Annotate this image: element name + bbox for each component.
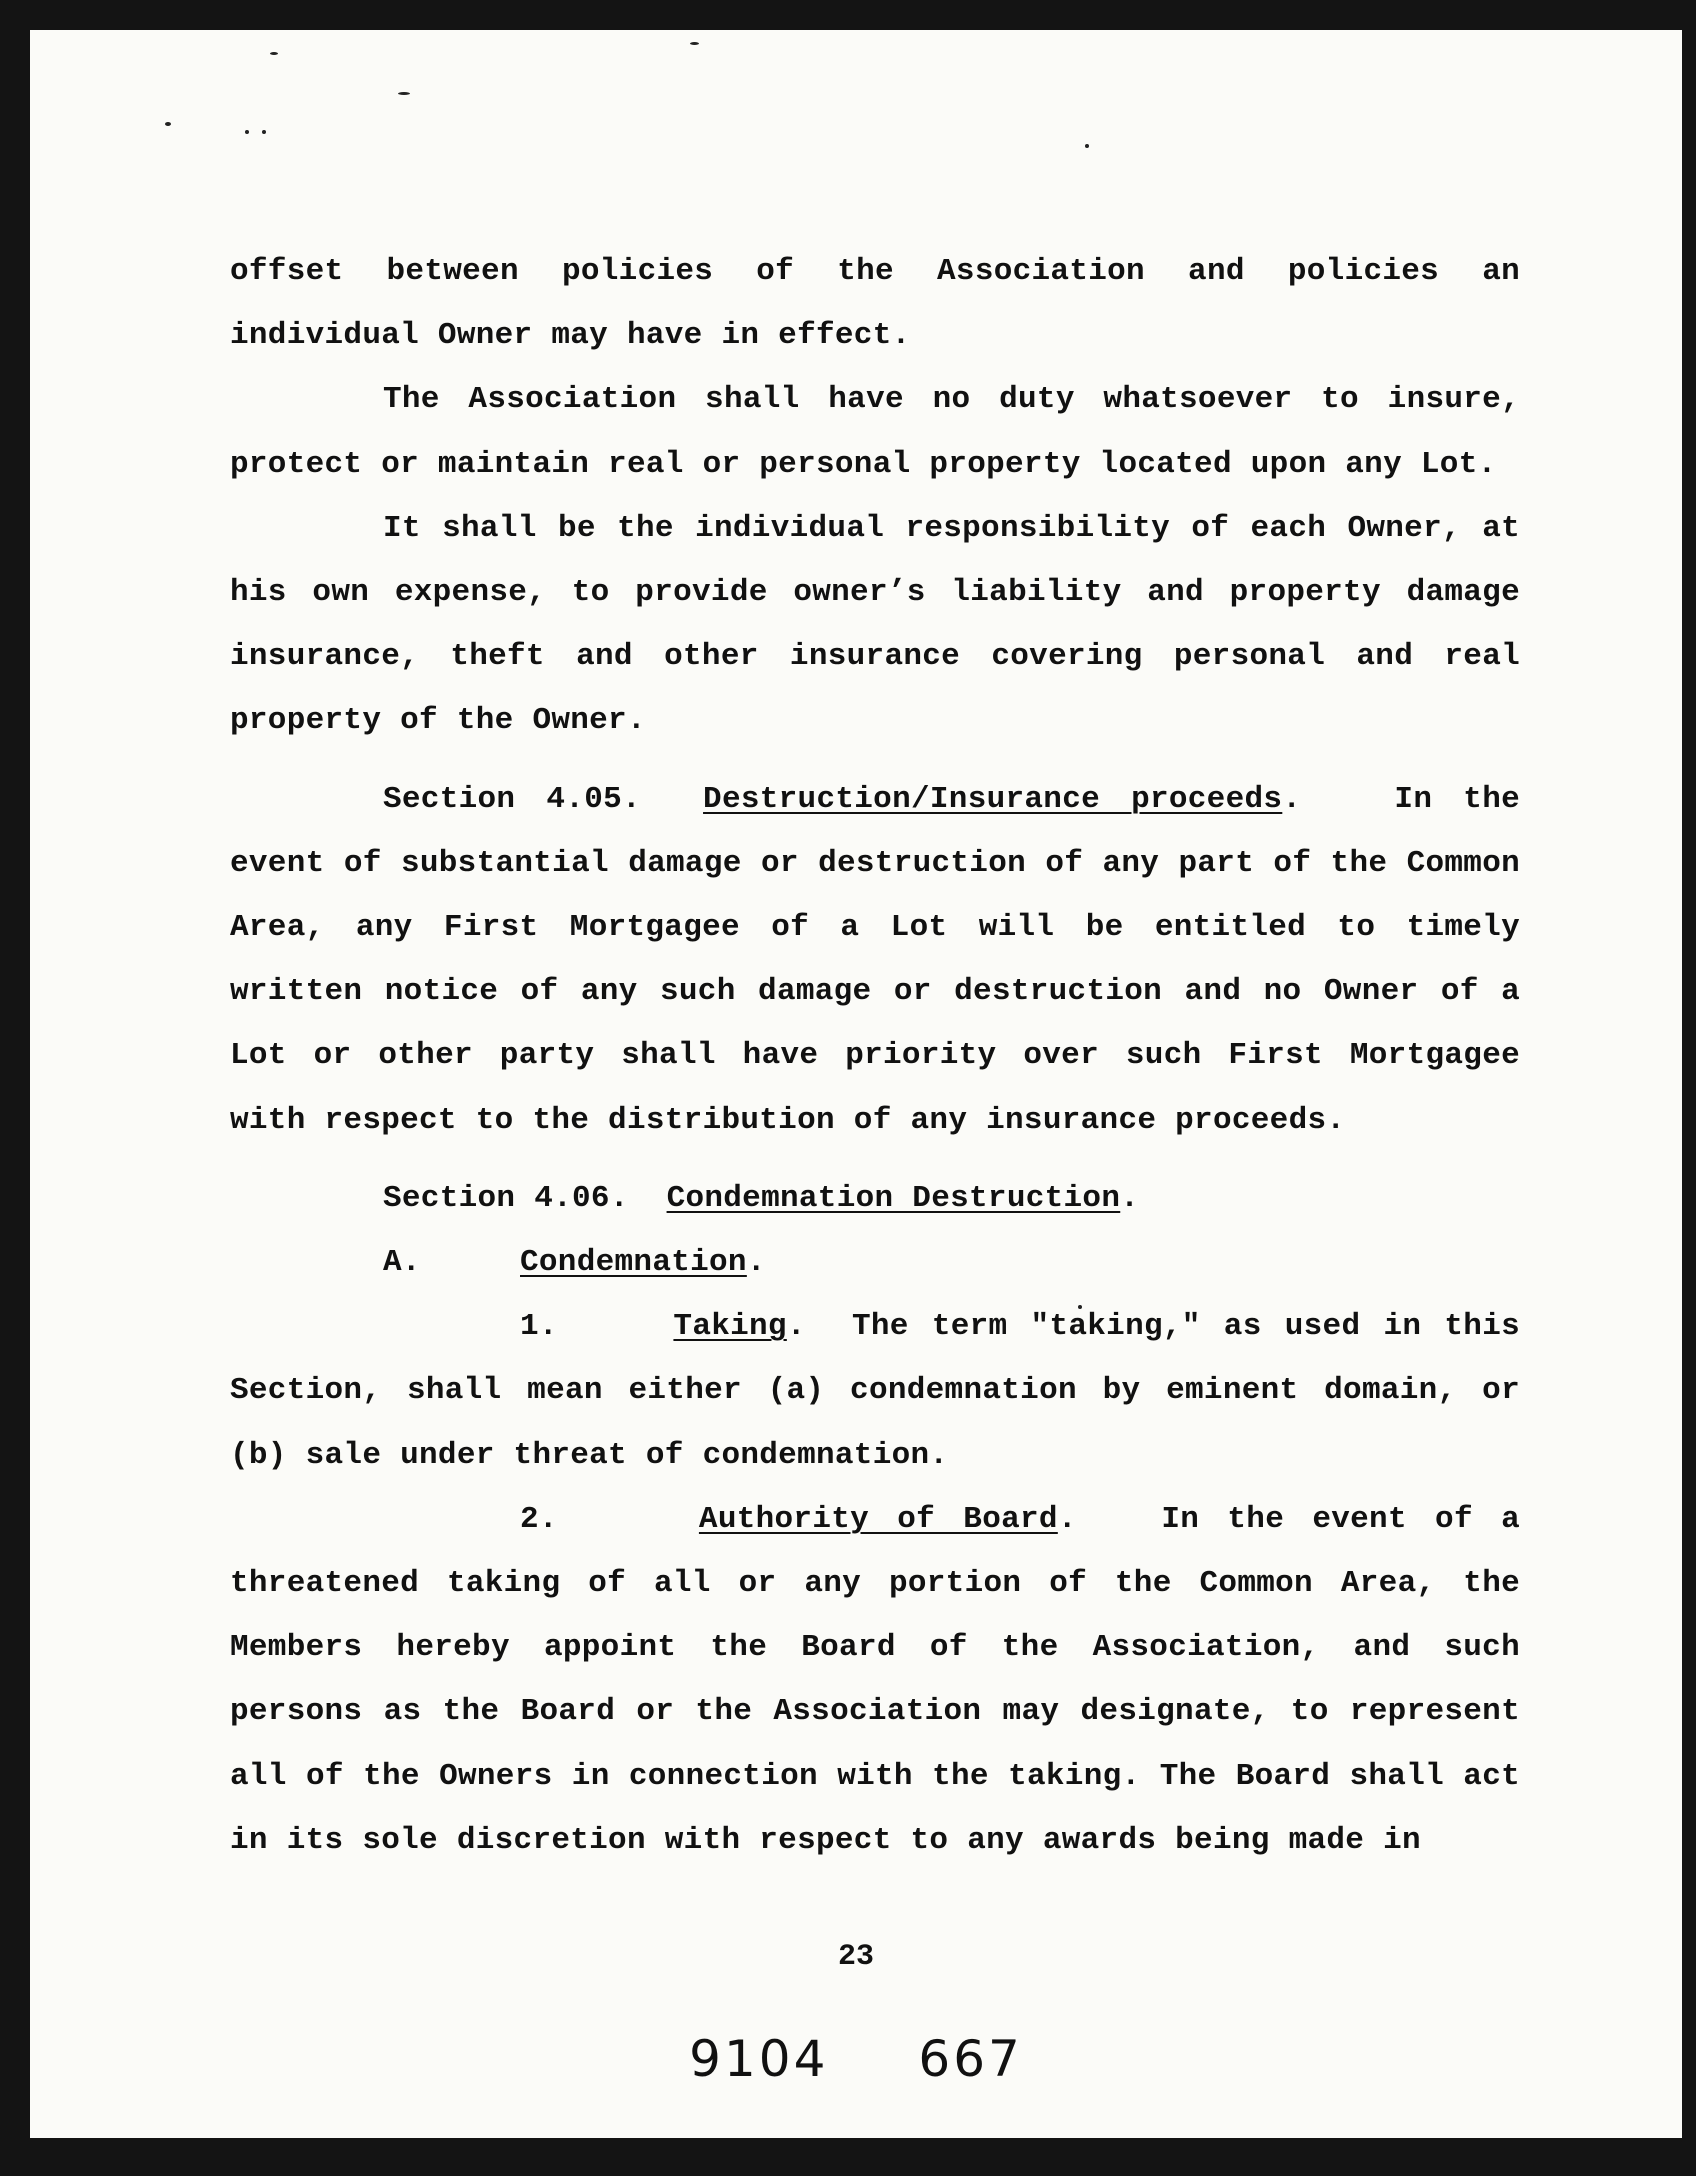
section-text: In the event of substantial damage or destruction of any part of the Common Area, any First Mortgagee of a Lot will be entitled to timely written notice of any such damage or destruction and no Owner of a Lot or other party shall have priority over such First Mortgagee with respect to the distribution of any insurance proceeds. [230, 781, 1521, 1138]
document-body [230, 240, 1520, 1873]
item-text: The term "taking," as used in this Section, shall mean either (a) condemnation by eminent domain, or (b) sale under threat of condemnation. [230, 1309, 1521, 1473]
stamp-right: 667 [918, 2030, 1023, 2088]
subsection-title: Condemnation [520, 1245, 747, 1281]
section-number: Section 4.06. [383, 1180, 629, 1216]
section-title: Destruction/Insurance proceeds [703, 781, 1283, 817]
item-title: Taking [673, 1309, 787, 1345]
section-4-06-heading: Section 4.06. Condemnation Destruction. [383, 1180, 1140, 1216]
item-title: Authority of Board [698, 1501, 1058, 1537]
page-number: 23 [837, 1940, 874, 1974]
stamp-left: 9104 [689, 2030, 829, 2088]
paragraph-continued: offset between policies of the Association and policies an individual Owner may have in effect. [230, 254, 1520, 354]
scan-speck [262, 130, 266, 134]
item-number: 2. [520, 1501, 558, 1537]
document-page [30, 30, 1682, 2138]
paragraph-owner-responsibility: It shall be the individual responsibility of each Owner, at his own expense, to provide owner’s liability and property damage insurance, theft and other insurance covering personal and real property of the Owner. [230, 510, 1520, 739]
item-text: In the event of a threatened taking of all or any portion of the Common Area, the Members hereby appoint the Board of the Association, and such persons as the Board or the Association may designate, to represent all of the Owners in connection with the taking. The Board shall act in its sole discretion with respect to any awards being made in [230, 1501, 1520, 1858]
section-number: Section 4.05. [383, 781, 641, 817]
scan-speck [165, 122, 171, 126]
scan-speck [398, 92, 410, 95]
item-1-taking: 1. Taking. The term "taking," as used in this Section, shall mean either (a) condemnation by eminent domain, or (b) sale under threat of condemnation. [230, 1309, 1521, 1473]
section-4-05: Section 4.05. Destruction/Insurance proceeds. In the event of substantial damage or destruction of any part of the Common Area, any First Mortgagee of a Lot will be entitled to timely written notice of any such damage or destruction and no Owner of a Lot or other party shall have priority over such First Mortgagee with respect to the distribution of any insurance proceeds. [230, 781, 1521, 1138]
scan-speck [270, 52, 278, 55]
item-number: 1. [520, 1309, 558, 1345]
item-2-authority: 2. Authority of Board. In the event of a threatened taking of all or any portion of the Common Area, the Members hereby appoint the Board of the Association, and such persons as the Board or the Association may designate, to represent all of the Owners in connection with the taking. The Board shall act in its sole discretion with respect to any awards being made in [230, 1501, 1520, 1858]
paragraph-no-duty: The Association shall have no duty whatsoever to insure, protect or maintain real or personal property located upon any Lot. [230, 382, 1520, 482]
document-stamp [30, 2030, 1682, 2088]
section-title: Condemnation Destruction [666, 1180, 1121, 1216]
subsection-a-heading: A. Condemnation . [230, 1231, 1520, 1295]
scan-speck [245, 130, 249, 134]
scan-speck [1085, 144, 1089, 148]
scan-speck [690, 42, 699, 45]
subsection-label: A. [383, 1245, 421, 1281]
